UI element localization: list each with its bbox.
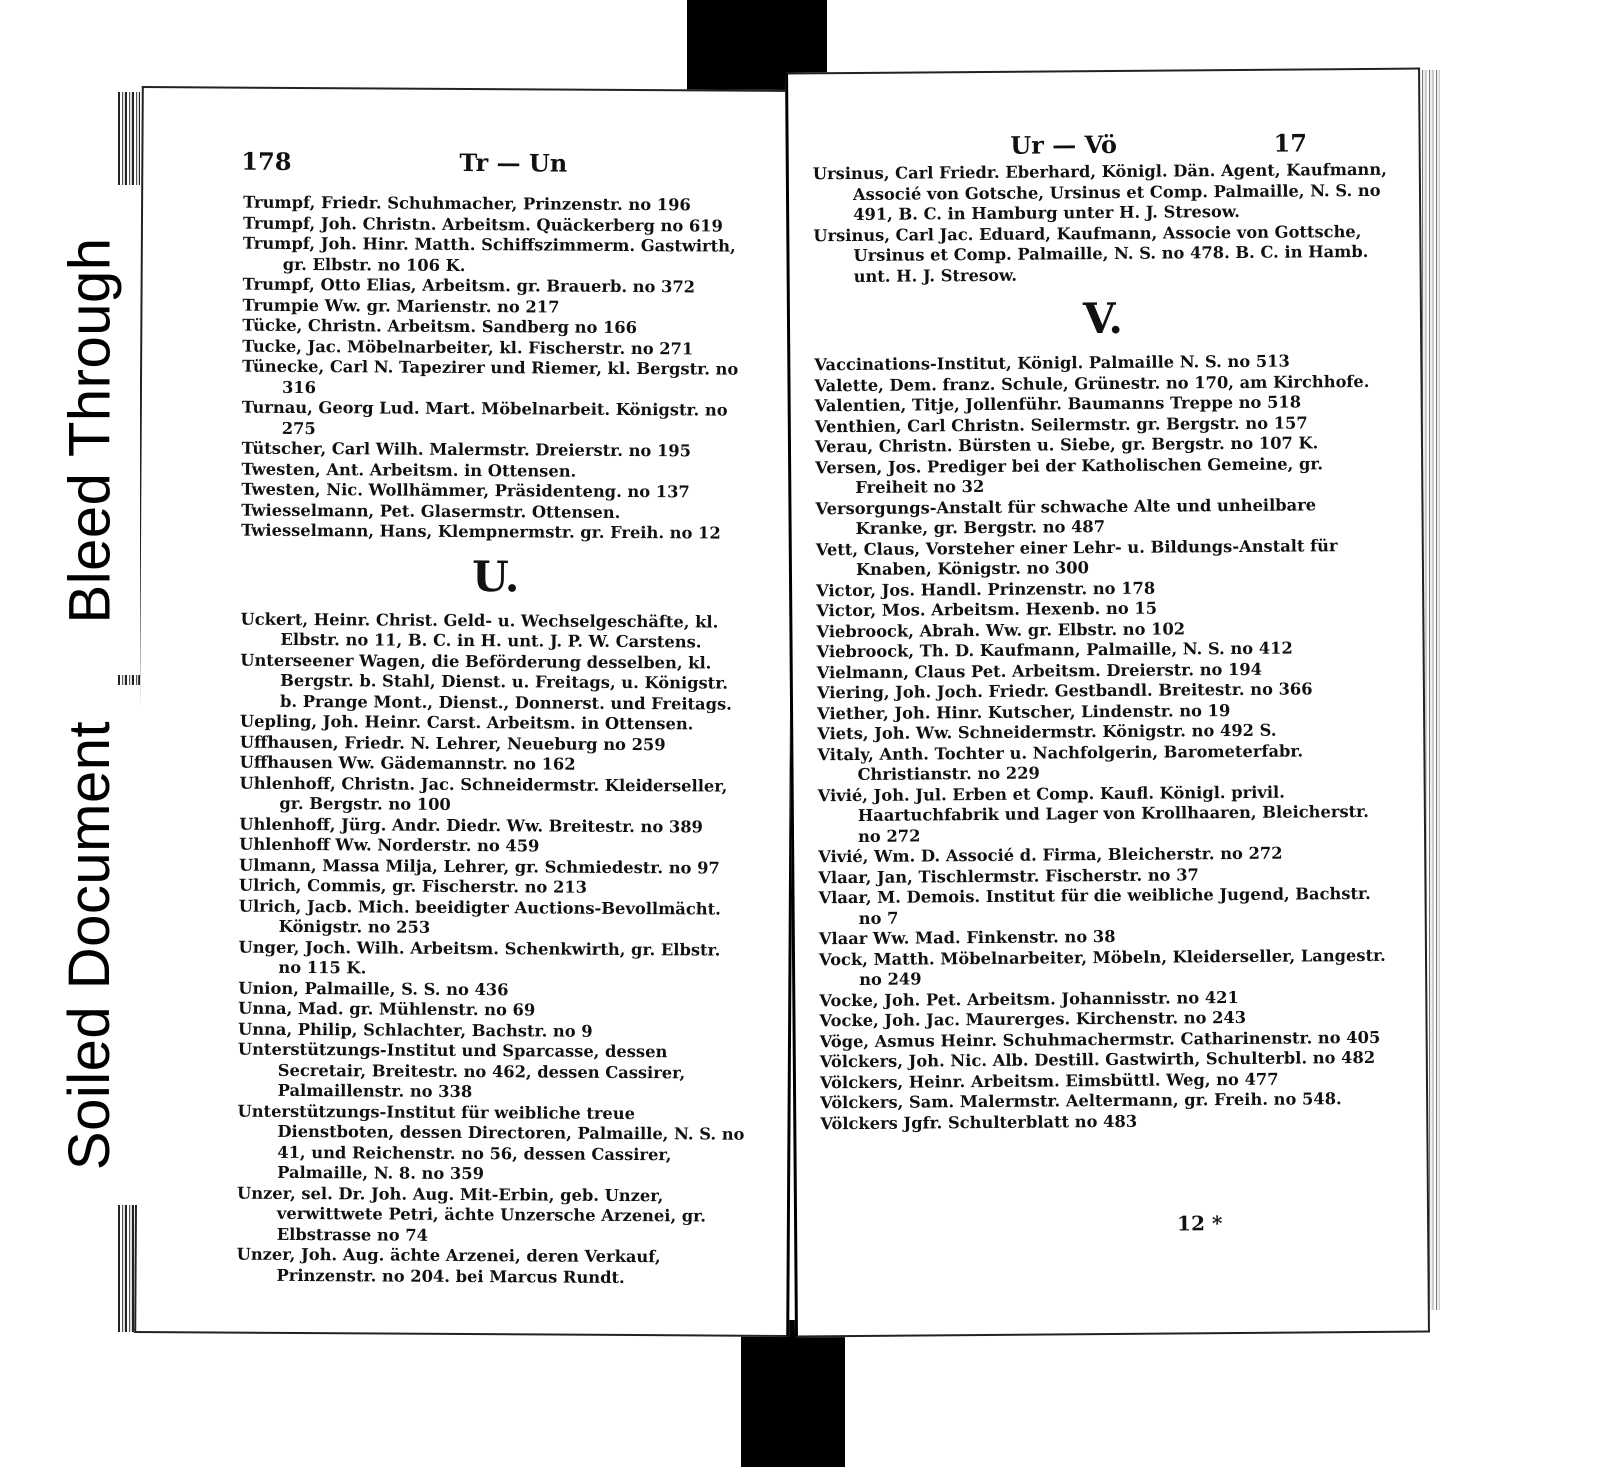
directory-entry: Unna, Mad. gr. Mühlenstr. no 69 (238, 998, 536, 1020)
directory-entry: Trumpf, Joh. Hinr. Matth. Schiffszimmerm. Gastwirth, gr. Elbstr. no 106 K. (242, 233, 736, 275)
directory-entry: Trumpf, Friedr. Schuhmacher, Prinzenstr. no 196 (243, 192, 691, 215)
directory-entry: Twesten, Ant. Arbeitsm. in Ottensen. (241, 459, 577, 481)
directory-entry: Völckers, Joh. Nic. Alb. Destill. Gastwirth, Schulterbl. no 482 (819, 1047, 1376, 1072)
directory-entry: Trumpf, Joh. Christn. Arbeitsm. Quäckerberg no 619 (242, 213, 723, 236)
directory-entry: Viering, Joh. Joch. Friedr. Gestbandl. Breitestr. no 366 (816, 679, 1313, 703)
directory-entry: Ursinus, Carl Friedr. Eberhard, Königl. Dän. Agent, Kaufmann, Associé von Gotsche, Ursinus et Comp. Palmaille, N. S. no 491, B. C. in Hamburg unter H. J. Stresow. (812, 159, 1387, 224)
directory-entry: Uhlenhoff, Jürg. Andr. Diedr. Ww. Breitestr. no 389 (239, 814, 703, 836)
right-page-entries (813, 160, 1399, 1135)
directory-entry: Unterstützungs-Institut und Sparcasse, dessen Secretair, Breitestr. no 462, dessen Cassirer, Palmaillenstr. no 338 (237, 1039, 686, 1102)
left-page (134, 86, 797, 1337)
directory-entry: Unzer, sel. Dr. Joh. Aug. Mit-Erbin, geb. Unzer, verwittwete Petri, ächte Unzersche Arzenei, gr. Elbstrasse no 74 (236, 1183, 707, 1245)
section-letter-v: V. (1082, 293, 1124, 344)
directory-entry: Vitaly, Anth. Tochter u. Nachfolgerin, Barometerfabr. Christianstr. no 229 (817, 740, 1304, 784)
directory-entry: Ulrich, Commis, gr. Fischerstr. no 213 (238, 875, 588, 897)
directory-entry: Uffhausen, Friedr. N. Lehrer, Neueburg no 259 (239, 732, 666, 754)
directory-entry: Vocke, Joh. Pet. Arbeitsm. Johannisstr. no 421 (819, 987, 1239, 1010)
right-page-range: Ur — Vö (1010, 129, 1118, 160)
left-page-header (143, 146, 793, 190)
directory-entry: Viebroock, Th. D. Kaufmann, Palmaille, N. S. no 412 (816, 638, 1293, 662)
directory-entry: Twiesselmann, Pet. Glasermstr. Ottensen. (241, 500, 621, 522)
directory-entry: Uhlenhoff Ww. Norderstr. no 459 (239, 834, 540, 856)
directory-entry: Turnau, Georg Lud. Mart. Möbelnarbeit. Königstr. no 275 (241, 397, 728, 438)
directory-entry: Valentien, Titje, Jollenführ. Baumanns Treppe no 518 (814, 392, 1302, 416)
section-letter-u: U. (471, 551, 520, 601)
directory-entry: Vlaar, M. Demois. Institut für die weibliche Jugend, Bachstr. no 7 (818, 883, 1371, 928)
directory-entry: Viets, Joh. Ww. Schneidermstr. Königstr. no 492 S. (817, 720, 1277, 744)
directory-entry: Union, Palmaille, S. S. no 436 (238, 978, 509, 999)
directory-entry: Vivié, Wm. D. Associé d. Firma, Bleicherstr. no 272 (818, 843, 1283, 867)
spine-shadow-bottom (741, 1320, 845, 1467)
directory-entry: Unterseener Wagen, die Beförderung desselben, kl. Bergstr. b. Stahl, Dienst. u. Freitags, u. Königstr. b. Prange Mont., Dienst., Donnerst. und Freitags. (240, 650, 732, 714)
signature-mark: 12 * (1176, 1211, 1223, 1236)
directory-entry: Ulrich, Jacb. Mich. beeidigter Auctions-Bevollmächt. Königstr. no 253 (238, 896, 721, 937)
directory-entry: Ursinus, Carl Jac. Eduard, Kaufmann, Associe von Gottsche, Ursinus et Comp. Palmaille, N. S. no 478. B. C. in Hamb. unt. H. J. Stresow. (813, 221, 1369, 286)
directory-entry: Unna, Philip, Schlachter, Bachstr. no 9 (238, 1019, 593, 1041)
left-page-number: 178 (241, 146, 292, 176)
directory-entry: Tucke, Jac. Möbelnarbeiter, kl. Fischerstr. no 271 (242, 336, 694, 358)
directory-entry: Viether, Joh. Hinr. Kutscher, Lindenstr. no 19 (817, 700, 1231, 723)
directory-entry: Vock, Matth. Möbelnarbeiter, Möbeln, Kleiderseller, Langestr. no 249 (818, 945, 1386, 989)
directory-entry: Victor, Mos. Arbeitsm. Hexenb. no 15 (816, 598, 1158, 621)
directory-entry: Ulmann, Massa Milja, Lehrer, gr. Schmiedestr. no 97 (239, 855, 720, 878)
directory-entry: Twesten, Nic. Wollhämmer, Präsidenteng. no 137 (241, 479, 690, 502)
directory-entry: Vöge, Asmus Heinr. Schuhmachermstr. Catharinenstr. no 405 (819, 1027, 1381, 1051)
right-page-number: 17 (1273, 128, 1308, 158)
directory-entry: Unterstützungs-Institut für weibliche treue Dienstboten, dessen Directoren, Palmaille, N. S. no 41, und Reichenstr. no 56, dessen Cassirer, Palmaille, N. 8. no 359 (237, 1101, 745, 1184)
directory-entry: Völckers Jgfr. Schulterblatt no 483 (820, 1111, 1138, 1133)
soiled-document-text: Soiled Document (57, 720, 123, 1170)
directory-entry: Vett, Claus, Vorsteher einer Lehr- u. Bildungs-Anstalt für Knaben, Königstr. no 300 (815, 535, 1338, 579)
directory-entry: Versorgungs-Anstalt für schwache Alte und unheilbare Kranke, gr. Bergstr. no 487 (815, 494, 1317, 538)
directory-entry: Uhlenhoff, Christn. Jac. Schneidermstr. Kleiderseller, gr. Bergstr. no 100 (239, 773, 728, 814)
directory-entry: Uffhausen Ww. Gädemannstr. no 162 (239, 752, 576, 774)
directory-entry: Versen, Jos. Prediger bei der Katholischen Gemeine, gr. Freiheit no 32 (815, 453, 1324, 497)
entries-v-list (814, 351, 1398, 1135)
directory-entry: Unger, Joch. Wilh. Arbeitsm. Schenkwirth, gr. Elbstr. no 115 K. (238, 937, 721, 978)
bleed-through-label (40, 185, 140, 675)
entries-ur-list (813, 160, 1392, 288)
directory-entry: Viebroock, Abrah. Ww. gr. Elbstr. no 102 (816, 618, 1186, 641)
left-page-entries (236, 193, 753, 1289)
left-page-range: Tr — Un (459, 147, 568, 178)
directory-entry: Vaccinations-Institut, Königl. Palmaille N. S. no 513 (814, 351, 1290, 375)
directory-entry: Valette, Dem. franz. Schule, Grünestr. no 170, am Kirchhofe. (814, 371, 1370, 395)
directory-entry: Venthien, Carl Christn. Seilermstr. gr. Bergstr. no 157 (814, 412, 1308, 436)
directory-entry: Tünecke, Carl N. Tapezirer und Riemer, kl. Bergstr. no 316 (242, 356, 739, 397)
directory-entry: Uepling, Joh. Heinr. Carst. Arbeitsm. in Ottensen. (239, 711, 694, 734)
directory-entry: Vivié, Joh. Jul. Erben et Comp. Kaufl. Königl. privil. Haartuchfabrik und Lager von Krollhaaren, Bleicherstr. no 272 (817, 782, 1369, 846)
right-page (785, 68, 1430, 1338)
label-tags (30, 185, 145, 1220)
directory-entry: Twiesselmann, Hans, Klempnermstr. gr. Freih. no 12 (241, 520, 721, 543)
directory-entry: Völckers, Sam. Malermstr. Aeltermann, gr. Freih. no 548. (820, 1089, 1342, 1113)
directory-entry: Trumpie Ww. gr. Marienstr. no 217 (242, 295, 560, 317)
directory-entry: Vocke, Joh. Jac. Maurerges. Kirchenstr. no 243 (819, 1007, 1247, 1031)
directory-entry: Trumpf, Otto Elias, Arbeitsm. gr. Brauerb. no 372 (242, 274, 696, 297)
directory-entry: Vielmann, Claus Pet. Arbeitsm. Dreierstr. no 194 (816, 659, 1263, 682)
directory-entry: Tütscher, Carl Wilh. Malermstr. Dreierstr. no 195 (241, 438, 692, 461)
directory-entry: Unzer, Joh. Aug. ächte Arzenei, deren Verkauf, Prinzenstr. no 204. bei Marcus Rundt. (236, 1244, 661, 1287)
entries-u-list (236, 609, 750, 1289)
directory-entry: Uckert, Heinr. Christ. Geld- u. Wechselgeschäfte, kl. Elbstr. no 11, B. C. in H. unt. J. P. W. Carstens. (240, 609, 719, 652)
soiled-document-label (40, 685, 140, 1205)
directory-entry: Verau, Christn. Bürsten u. Siebe, gr. Bergstr. no 107 K. (814, 433, 1319, 457)
bleed-through-text: Bleed Through (57, 237, 123, 623)
directory-entry: Vlaar Ww. Mad. Finkenstr. no 38 (818, 926, 1116, 949)
directory-entry: Victor, Jos. Handl. Prinzenstr. no 178 (816, 578, 1156, 600)
directory-entry: Tücke, Christn. Arbeitsm. Sandberg no 166 (242, 315, 638, 338)
entries-t-list (241, 193, 753, 545)
directory-entry: Völckers, Heinr. Arbeitsm. Eimsbüttl. Weg, no 477 (819, 1069, 1279, 1092)
directory-entry: Vlaar, Jan, Tischlermstr. Fischerstr. no 37 (818, 864, 1199, 887)
